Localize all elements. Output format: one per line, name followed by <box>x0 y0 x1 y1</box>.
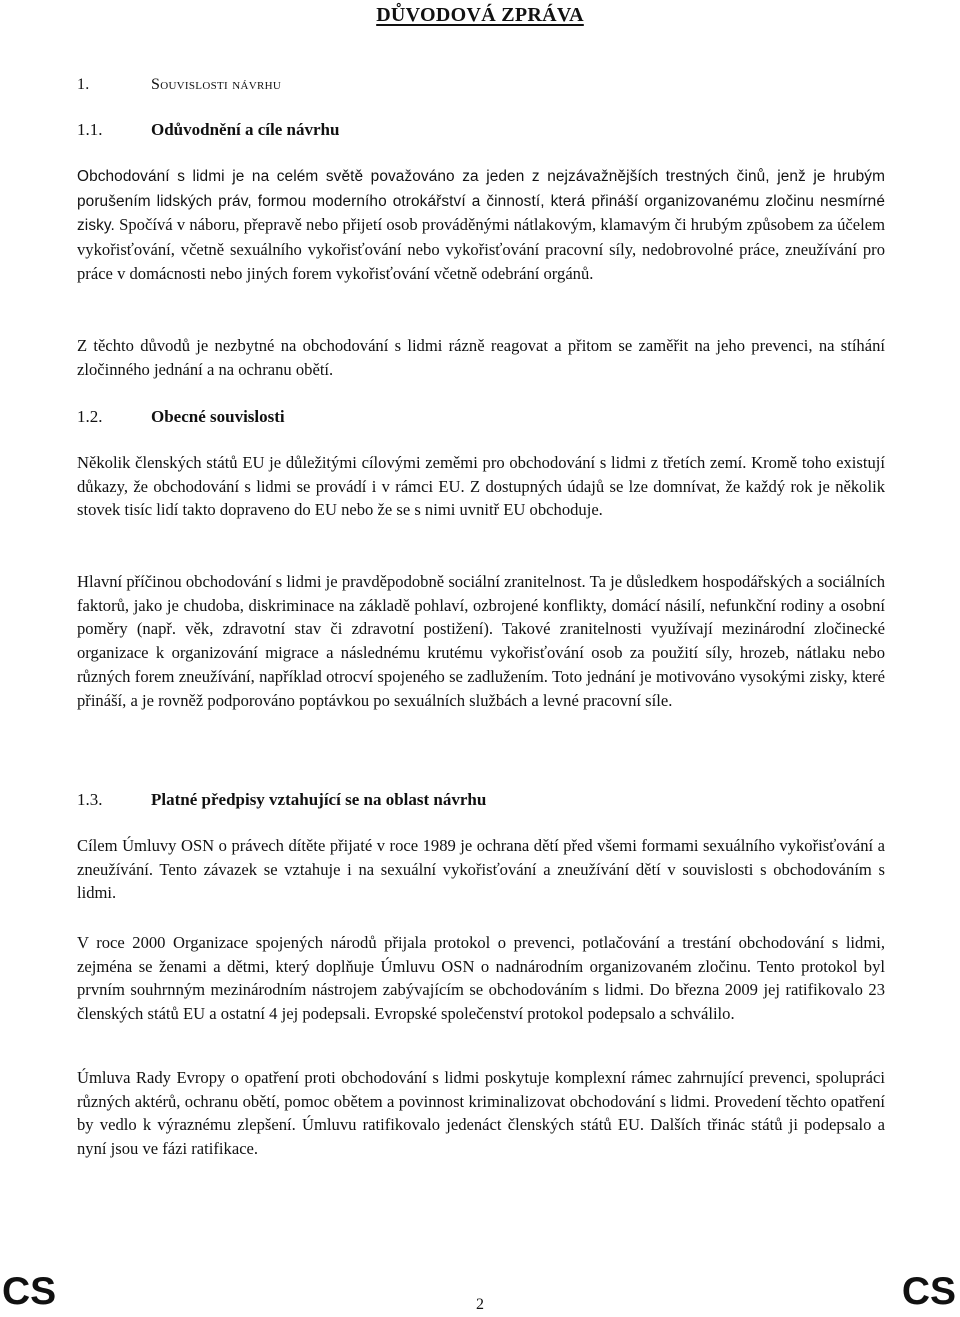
page-title: DŮVODOVÁ ZPRÁVA <box>376 4 584 26</box>
paragraph: Z těchto důvodů je nezbytné na obchodování s lidmi rázně reagovat a přitom se zaměřit na jeho prevenci, na stíhání zločinného jednání a na ochranu obětí. <box>77 336 885 379</box>
page-number: 2 <box>476 1296 484 1313</box>
subsection-title: Obecné souvislosti <box>151 407 285 426</box>
paragraph: Několik členských států EU je důležitými cílovými zeměmi pro obchodování s lidmi z třetích zemí. Kromě toho existují důkazy, že obchodování s lidmi se provádí i v rámci EU. Z dostupných údajů se lze domnívat, že každý rok je několik stovek tisíc lidí takto dopraveno do EU nebo že se s nimi uvnitř EU obchoduje. <box>77 453 885 520</box>
subsection-title: Platné předpisy vztahující se na oblast návrhu <box>151 790 487 809</box>
paragraph-serif-part: Spočívá v náboru, přepravě nebo přijetí osob prováděnými nátlakovým, klamavým či hrubým způsobem za účelem vykořisťování, včetně sexuálního vykořisťování nebo vykořisťování pracovní síly, nedobrovolné práce, zneužívání pro práce v domácnosti nebo jiných forem vykořisťování včetně odebrání orgánů. <box>77 215 885 283</box>
paragraph <box>77 164 885 286</box>
footer-language-code-right: CS <box>901 1270 956 1313</box>
subsection-title: Odůvodnění a cíle návrhu <box>151 120 340 139</box>
subsection-heading-1-1 <box>77 120 339 140</box>
paragraph: Hlavní příčinou obchodování s lidmi je pravděpodobně sociální zranitelnost. Ta je důsledkem hospodářských a sociálních faktorů, jako je chudoba, diskriminace na základě pohlaví, ozbrojené konflikty, domácí násilí, nefunkční rodiny a osobní poměry (např. věk, zdravotní stav či zdravotní postižení). Takové zranitelnosti využívají mezinárodní zločinecké organizace k organizování migrace a následnému krutému vykořisťování osob za použití síly, hrozeb, nátlaku nebo různých forem zneužívání, například otrocví spojeného se zadlužením. Toto jednání je motivováno vysokými zisky, které přináší, a je rovněž podporováno poptávkou po sexuálních službách a levné pracovní síle. <box>77 572 885 710</box>
subsection-number: 1.1. <box>77 120 103 139</box>
section-title: Souvislosti návrhu <box>151 76 282 93</box>
subsection-heading-1-3 <box>77 790 486 810</box>
section-number: 1. <box>77 76 90 93</box>
paragraph: Úmluva Rady Evropy o opatření proti obchodování s lidmi poskytuje komplexní rámec zahrnující prevenci, spolupráci různých aktérů, ochranu obětí, pomoc obětem a povinnost kriminalizovat obchodování s lidmi. Provedení těchto opatření by vedlo k výraznému zlepšení. Úmluvu ratifikovalo jedenáct členských států EU. Dalších třinác států ji podepsalo a nyní jsou ve fázi ratifikace. <box>77 1068 885 1159</box>
paragraph: V roce 2000 Organizace spojených národů přijala protokol o prevenci, potlačování a trestání obchodování s lidmi, zejména se ženami a dětmi, který doplňuje Úmluvu OSN o nadnárodním organizovaném zločinu. Tento protokol byl prvním souhrnným mezinárodním nástrojem zabývajícím se obchodováním s lidmi. Do března 2009 jej ratifikovalo 23 členských států EU a ostatní 4 jej podepsali. Evropské společenství protokol podepsalo a schválilo. <box>77 933 885 1024</box>
subsection-number: 1.2. <box>77 407 103 426</box>
section-heading <box>77 76 281 94</box>
footer-language-code-left: CS <box>2 1270 57 1313</box>
paragraph: Cílem Úmluvy OSN o právech dítěte přijaté v roce 1989 je ochrana dětí před všemi formami sexuálního vykořisťování a zneužívání. Tento závazek se vztahuje i na sexuální vykořisťování a zneužívání dětí v souvislosti s obchodováním s lidmi. <box>77 836 885 903</box>
paragraph-sans-part: Obchodování s lidmi je na celém světě považováno za jeden z nejzávažnějších trestných činů, jenž je hrubým porušením lidských práv, formou moderního otrokářství a činností, která přináší organizovanému zločinu nesmírné zisky. <box>77 168 885 235</box>
subsection-heading-1-2 <box>77 407 285 427</box>
subsection-number: 1.3. <box>77 790 103 809</box>
